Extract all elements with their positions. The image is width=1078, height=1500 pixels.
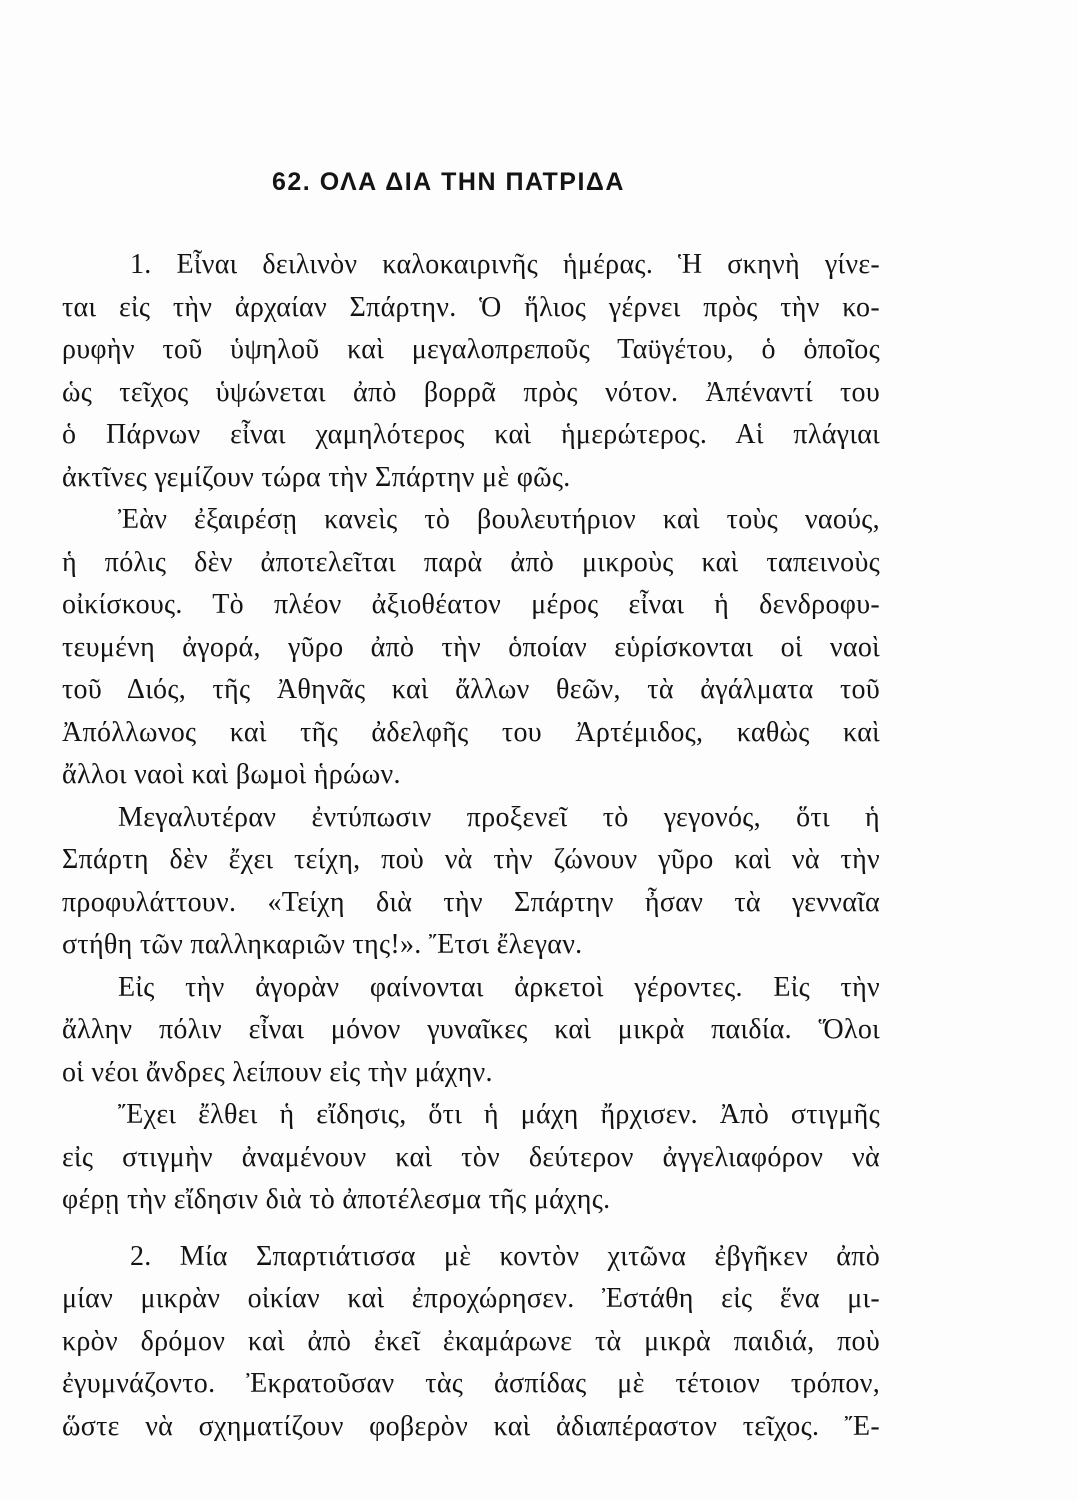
text-line: τευμένη ἀγορά, γῦρο ἀπὸ τὴν ὁποίαν εὑρίσκονται οἱ ναοὶ	[62, 631, 880, 663]
paragraph	[62, 967, 880, 1095]
text-line: προφυλάττουν. «Τείχη διὰ τὴν Σπάρτην ἦσαν τὰ γενναῖα	[62, 886, 880, 918]
paragraph	[62, 797, 880, 967]
paragraph	[62, 244, 880, 499]
page-body	[62, 244, 880, 1448]
text-line: στήθη τῶν παλληκαριῶν της!». Ἔτσι ἔλεγαν.	[62, 929, 583, 960]
text-line: ἄλλοι ναοὶ καὶ βωμοὶ ἡρώων.	[62, 759, 401, 790]
text-line: ἄλλην πόλιν εἶναι μόνον γυναῖκες καὶ μικρὰ παιδία. Ὅλοι	[62, 1014, 880, 1045]
text-line: Ἐὰν ἐξαιρέσῃ κανεὶς τὸ βουλευτήριον καὶ τοὺς ναούς,	[118, 504, 880, 535]
text-line: ὡς τεῖχος ὑψώνεται ἀπὸ βορρᾶ πρὸς νότον. Ἀπέναντί του	[62, 376, 880, 408]
text-line: φέρῃ τὴν εἴδησιν διὰ τὸ ἀποτέλεσμα τῆς μάχης.	[62, 1184, 611, 1215]
text-line: οἱ νέοι ἄνδρες λείπουν εἰς τὴν μάχην.	[62, 1056, 493, 1088]
text-line: Σπάρτη δὲν ἔχει τείχη, ποὺ νὰ τὴν ζώνουν γῦρο καὶ νὰ τὴν	[62, 844, 880, 875]
text-line: οἰκίσκους. Τὸ πλέον ἀξιοθέατον μέρος εἶναι ἡ δενδροφυ-	[62, 589, 880, 620]
paragraph	[62, 1236, 880, 1449]
text-line: 1. Εἶναι δειλινὸν καλοκαιρινῆς ἡμέρας. Ἡ σκηνὴ γίνε-	[130, 249, 880, 280]
text-line: τοῦ Διός, τῆς Ἀθηνᾶς καὶ ἄλλων θεῶν, τὰ ἀγάλματα τοῦ	[62, 674, 880, 705]
text-line: ρυφὴν τοῦ ὑψηλοῦ καὶ μεγαλοπρεποῦς Ταϋγέτου, ὁ ὁποῖος	[62, 334, 880, 365]
paragraph	[62, 1094, 880, 1222]
text-line: μίαν μικρὰν οἰκίαν καὶ ἐπροχώρησεν. Ἐστάθη εἰς ἕνα μι-	[62, 1283, 880, 1314]
paragraph	[62, 499, 880, 797]
text-line: Ἔχει ἔλθει ἡ εἴδησις, ὅτι ἡ μάχη ἤρχισεν. Ἀπὸ στιγμῆς	[118, 1099, 880, 1130]
text-line: ἀκτῖνες γεμίζουν τώρα τὴν Σπάρτην μὲ φῶς.	[62, 461, 571, 493]
text-line: Εἰς τὴν ἀγορὰν φαίνονται ἀρκετοὶ γέροντες. Εἰς τὴν	[118, 971, 880, 1003]
text-line: κρὸν δρόμον καὶ ἀπὸ ἐκεῖ ἐκαμάρωνε τὰ μικρὰ παιδιά, ποὺ	[62, 1325, 880, 1357]
text-line: ἐγυμνάζοντο. Ἐκρατοῦσαν τὰς ἀσπίδας μὲ τέτοιον τρόπον,	[62, 1368, 880, 1399]
text-line: 2. Μία Σπαρτιάτισσα μὲ κοντὸν χιτῶνα ἐβγῆκεν ἀπὸ	[130, 1240, 880, 1272]
text-line: Μεγαλυτέραν ἐντύπωσιν προξενεῖ τὸ γεγονός, ὅτι ἡ	[118, 801, 880, 833]
text-line: εἰς στιγμὴν ἀναμένουν καὶ τὸν δεύτερον ἀγγελιαφόρον νὰ	[62, 1141, 880, 1173]
page-title: 62. ΟΛΑ ΔΙΑ ΤΗΝ ΠΑΤΡΙΔΑ	[272, 168, 625, 196]
text-line: ὁ Πάρνων εἶναι χαμηλότερος καὶ ἡμερώτερος. Αἱ πλάγιαι	[62, 419, 880, 450]
text-line: Ἀπόλλωνος καὶ τῆς ἀδελφῆς του Ἀρτέμιδος, καθὼς καὶ	[62, 716, 880, 748]
text-line: ὥστε νὰ σχηματίζουν φοβερὸν καὶ ἀδιαπέραστον τεῖχος. Ἔ-	[62, 1410, 880, 1442]
text-line: ἡ πόλις δὲν ἀποτελεῖται παρὰ ἀπὸ μικροὺς καὶ ταπεινοὺς	[62, 546, 880, 578]
text-line: ται εἰς τὴν ἀρχαίαν Σπάρτην. Ὁ ἥλιος γέρνει πρὸς τὴν κο-	[62, 291, 880, 323]
